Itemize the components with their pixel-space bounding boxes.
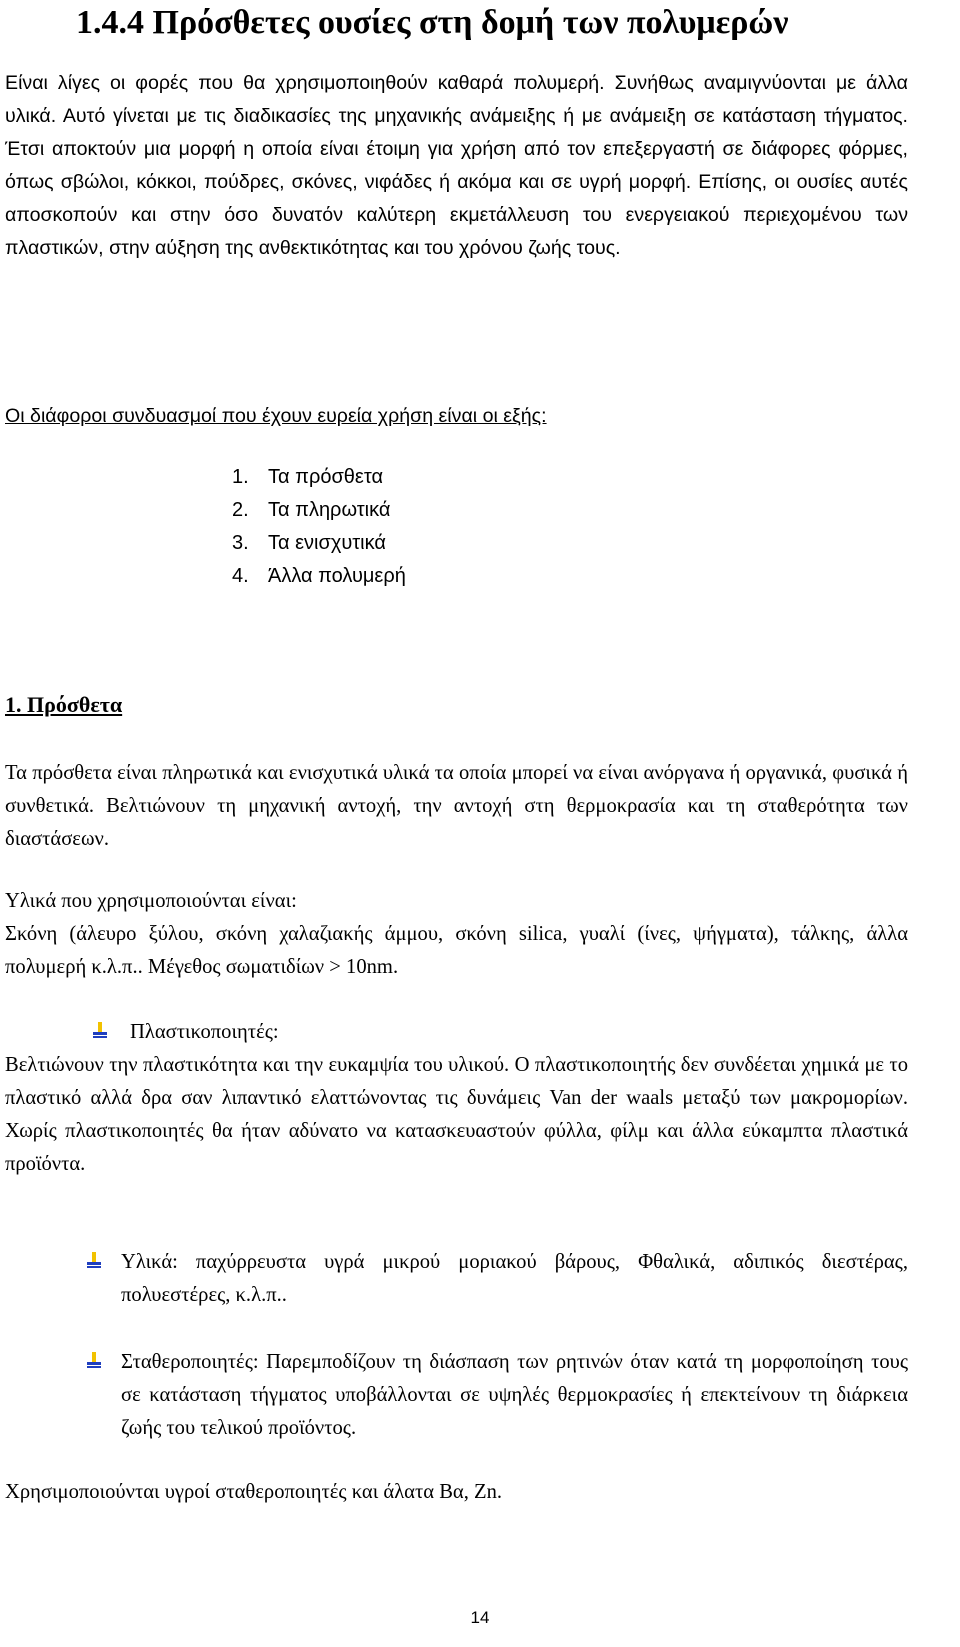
list-item-number: 4. bbox=[232, 565, 249, 587]
intro-paragraph: Είναι λίγες οι φορές που θα χρησιμοποιηθούν καθαρά πολυμερή. Συνήθως αναμιγνύονται με άλλα υλικά. Αυτό γίνεται με τις διαδικασίες της μηχανικής ανάμειξης ή με ανάμειξη σε κατάσταση τήγματος. Έτσι αποκτούν μια μορφή η οποία είναι έτοιμη για χρήση από τον επεξεργαστή σε διάφορες φόρμες, όπως σβώλοι, κόκκοι, πούδρες, σκόνες, νιφάδες ή ακόμα και σε υγρή μορφή. Επίσης, οι ουσίες αυτές αποσκοπούν και στην όσο δυνατόν καλύτερη εκμετάλλευση του ενεργειακού περιεχομένου των πλαστικών, στην αύξηση της ανθεκτικότητας και του χρόνου ζωής τους. bbox=[5, 72, 908, 259]
list-item bbox=[232, 560, 406, 593]
arrow-bullet-icon bbox=[85, 1351, 103, 1369]
list-item-label: Τα ενισχυτικά bbox=[268, 532, 386, 554]
closing-text: Χρησιμοποιούνται υγροί σταθεροποιητές και άλατα Βα, Zn. bbox=[5, 1481, 503, 1503]
section-title: 1.4.4 Πρόσθετες ουσίες στη δομή των πολυμερών bbox=[76, 4, 789, 41]
list-item-number: 3. bbox=[232, 532, 249, 554]
combinations-heading: Οι διάφοροι συνδυασμοί που έχουν ευρεία χρήση είναι οι εξής: bbox=[5, 405, 547, 427]
subsection-heading: 1. Πρόσθετα bbox=[5, 692, 123, 717]
list-item-label: Άλλα πολυμερή bbox=[268, 565, 406, 587]
page-number: 14 bbox=[470, 1608, 490, 1627]
list-item-number: 1. bbox=[232, 466, 249, 488]
bullet-stabilizers-text: Σταθεροποιητές: Παρεμποδίζουν τη διάσπαση των ρητινών όταν κατά τη μορφοποίηση τους σε κατάσταση τήγματος υποβάλλονται σε υψηλές θερμοκρασίες ή επεκτείνουν τη διάρκεια ζωής του τελικού προϊόντος. bbox=[121, 1351, 908, 1439]
bullet-materials-text: Υλικά: παχύρρευστα υγρά μικρού μοριακού βάρους, Φθαλικά, αδιπικός διεστέρας, πολυεστέρες, κ.λ.π.. bbox=[121, 1251, 908, 1306]
additives-paragraph: Τα πρόσθετα είναι πληρωτικά και ενισχυτικά υλικά τα οποία μπορεί να είναι ανόργανα ή οργανικά, φυσικά ή συνθετικά. Βελτιώνουν τη μηχανική αντοχή, την αντοχή στη θερμοκρασία και τη σταθερότητα των διαστάσεων. bbox=[5, 762, 908, 850]
list-item bbox=[232, 494, 406, 527]
list-item-label: Τα πληρωτικά bbox=[268, 499, 391, 521]
arrow-bullet-icon bbox=[91, 1021, 109, 1039]
list-item-label: Τα πρόσθετα bbox=[268, 466, 383, 488]
materials-text: Σκόνη (άλευρο ξύλου, σκόνη χαλαζιακής άμμου, σκόνη silica, γυαλί (ίνες, ψήγματα), τάλκης, άλλα πολυμερή κ.λ.π.. Μέγεθος σωματιδίων > 10nm. bbox=[5, 923, 908, 978]
materials-intro: Υλικά που χρησιμοποιούνται είναι: bbox=[5, 890, 297, 912]
list-item bbox=[232, 527, 406, 560]
plasticizers-paragraph: Βελτιώνουν την πλαστικότητα και την ευκαμψία του υλικού. Ο πλαστικοποιητής δεν συνδέεται χημικά με το πλαστικό αλλά δρα σαν λιπαντικό ελαττώνοντας τις δυνάμεις Van der waals μεταξύ των μακρομορίων. Χωρίς πλαστικοποιητές θα ήταν αδύνατο να κατασκευαστούν φύλλα, φίλμ και άλλα εύκαμπτα πλαστικά προϊόντα. bbox=[5, 1054, 908, 1175]
list-item bbox=[232, 461, 406, 494]
plasticizers-label: Πλαστικοποιητές: bbox=[130, 1021, 279, 1043]
combinations-list bbox=[232, 461, 406, 593]
list-item-number: 2. bbox=[232, 499, 249, 521]
arrow-bullet-icon bbox=[85, 1251, 103, 1269]
